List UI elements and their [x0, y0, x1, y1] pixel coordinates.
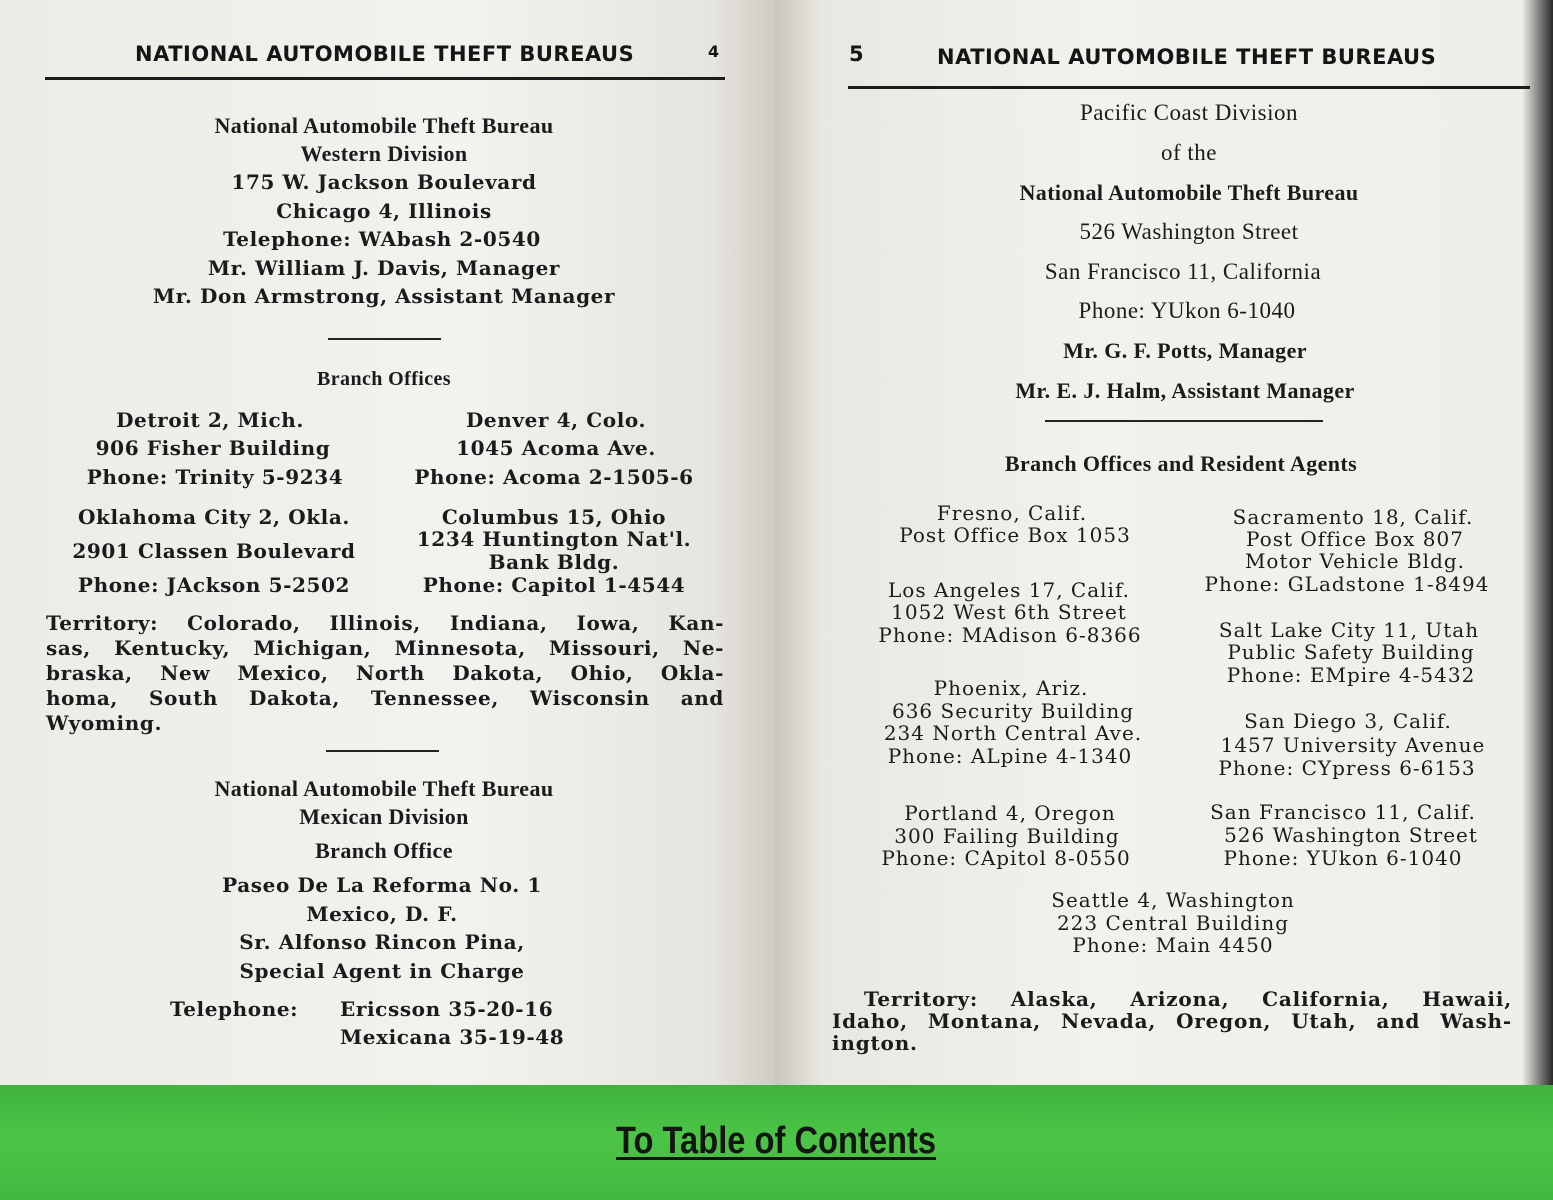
western-manager: Mr. William J. Davis, Manager — [207, 256, 561, 280]
office-sanfrancisco-phone: Phone: YUkon 6-1040 — [1223, 846, 1463, 870]
pacific-of-the: of the — [1160, 140, 1218, 165]
branch-detroit-phone: Phone: Trinity 5-9234 — [86, 465, 344, 489]
branch-offices-heading: Branch Offices — [317, 368, 451, 390]
left-page-number: 4 — [708, 42, 720, 61]
office-saltlake-city: Salt Lake City 11, Utah — [1218, 618, 1480, 642]
western-city: Chicago 4, Illinois — [276, 199, 492, 223]
office-seattle-phone: Phone: Main 4450 — [1072, 933, 1274, 957]
branch-columbus-city: Columbus 15, Ohio — [441, 505, 667, 529]
office-fresno-address: Post Office Box 1053 — [899, 523, 1131, 547]
pacific-manager: Mr. G. F. Potts, Manager — [1063, 338, 1307, 363]
western-territory: Territory: Colorado, Illinois, Indiana, Iowa, Kan- sas, Kentucky, Michigan, Minnesota, Missouri, Ne- braska, New Mexico, North Dakota, Ohio, Okla- homa, South Dakota, Tennessee, Wisconsin and Wyoming. — [46, 611, 724, 735]
branch-oklahoma-address: 2901 Classen Boulevard — [72, 539, 356, 563]
office-seattle-city: Seattle 4, Washington — [1051, 888, 1295, 912]
branch-columbus-address: 1234 Huntington Nat'l. — [416, 527, 692, 551]
office-portland-address: 300 Failing Building — [894, 824, 1120, 848]
office-saltlake-phone: Phone: EMpire 4-5432 — [1226, 663, 1476, 687]
branch-columbus-phone: Phone: Capitol 1-4544 — [422, 573, 686, 597]
western-telephone: Telephone: WAbash 2-0540 — [223, 227, 541, 251]
mexican-address: Paseo De La Reforma No. 1 — [222, 873, 542, 897]
office-la-city: Los Angeles 17, Calif. — [888, 578, 1130, 602]
office-portland-city: Portland 4, Oregon — [904, 801, 1116, 825]
western-division-title: Western Division — [300, 141, 468, 166]
office-phoenix-city: Phoenix, Ariz. — [933, 676, 1089, 700]
mexican-telephone-label: Telephone: — [170, 997, 299, 1021]
western-title: National Automobile Theft Bureau — [214, 113, 554, 138]
pacific-territory: Territory: Alaska, Arizona, California, Hawaii, Idaho, Montana, Nevada, Oregon, Utah, and Wash- ington. — [832, 987, 1512, 1055]
branch-detroit-address: 906 Fisher Building — [95, 436, 331, 460]
right-page — [775, 0, 1553, 1085]
branch-detroit-city: Detroit 2, Mich. — [116, 408, 304, 432]
branch-denver-address: 1045 Acoma Ave. — [456, 436, 656, 460]
office-sandiego-phone: Phone: CYpress 6-6153 — [1218, 756, 1476, 780]
office-sacramento-city: Sacramento 18, Calif. — [1232, 505, 1474, 529]
office-portland-phone: Phone: CApitol 8-0550 — [881, 846, 1131, 870]
table-of-contents-link[interactable]: To Table of Contents — [615, 1120, 937, 1162]
pacific-phone: Phone: YUkon 6-1040 — [1078, 298, 1296, 323]
mexican-agent: Sr. Alfonso Rincon Pina, — [239, 930, 525, 954]
office-sandiego-city: San Diego 3, Calif. — [1244, 709, 1452, 733]
mexican-telephone-1: Ericsson 35-20-16 — [340, 997, 554, 1021]
mexican-agent-title: Special Agent in Charge — [239, 959, 525, 983]
pacific-bureau-title: National Automobile Theft Bureau — [1019, 180, 1359, 205]
branch-denver-phone: Phone: Acoma 2-1505-6 — [414, 465, 694, 489]
office-sacramento-phone: Phone: GLadstone 1-8494 — [1204, 572, 1490, 596]
divider — [328, 338, 441, 340]
mexican-division-title: Mexican Division — [299, 804, 469, 829]
office-sacramento-address: Post Office Box 807 — [1246, 527, 1464, 551]
right-page-number: 5 — [849, 42, 865, 66]
office-fresno-city: Fresno, Calif. — [936, 501, 1088, 525]
office-la-address: 1052 West 6th Street — [891, 600, 1127, 624]
western-address: 175 W. Jackson Boulevard — [231, 170, 537, 194]
branch-denver-city: Denver 4, Colo. — [465, 408, 647, 432]
left-running-header: NATIONAL AUTOMOBILE THEFT BUREAUS — [135, 42, 635, 66]
mexican-city: Mexico, D. F. — [306, 902, 458, 926]
office-seattle-address: 223 Central Building — [1056, 911, 1290, 935]
pacific-division-line: Pacific Coast Division — [1080, 100, 1298, 125]
office-sanfrancisco-city: San Francisco 11, Calif. — [1210, 800, 1476, 824]
branch-columbus-address-2: Bank Bldg. — [488, 550, 620, 574]
office-sacramento-address-2: Motor Vehicle Bldg. — [1244, 549, 1466, 573]
right-running-header: NATIONAL AUTOMOBILE THEFT BUREAUS — [937, 45, 1437, 69]
branch-oklahoma-phone: Phone: JAckson 5-2502 — [77, 573, 351, 597]
mexican-telephone-2: Mexicana 35-19-48 — [340, 1025, 565, 1049]
office-sandiego-address: 1457 University Avenue — [1220, 733, 1486, 757]
pacific-address: 526 Washington Street — [1079, 219, 1299, 244]
office-saltlake-address: Public Safety Building — [1227, 640, 1475, 664]
left-page — [0, 0, 775, 1085]
office-sanfrancisco-address: 526 Washington Street — [1224, 823, 1478, 847]
office-phoenix-address-2: 234 North Central Ave. — [883, 721, 1143, 745]
left-header-rule — [45, 77, 725, 80]
office-la-phone: Phone: MAdison 6-8366 — [878, 623, 1142, 647]
western-assistant-manager: Mr. Don Armstrong, Assistant Manager — [152, 284, 616, 308]
mexican-branch-office: Branch Office — [315, 838, 453, 863]
mexican-title: National Automobile Theft Bureau — [214, 776, 554, 801]
right-header-rule — [848, 86, 1530, 89]
pacific-city: San Francisco 11, California — [1044, 259, 1322, 284]
office-phoenix-phone: Phone: ALpine 4-1340 — [887, 744, 1133, 768]
divider — [1045, 420, 1323, 422]
pacific-assistant-manager: Mr. E. J. Halm, Assistant Manager — [1015, 378, 1355, 403]
branch-oklahoma-city: Oklahoma City 2, Okla. — [78, 505, 350, 529]
office-phoenix-address: 636 Security Building — [891, 699, 1135, 723]
resident-agents-heading: Branch Offices and Resident Agents — [1004, 451, 1358, 476]
divider — [326, 750, 439, 752]
